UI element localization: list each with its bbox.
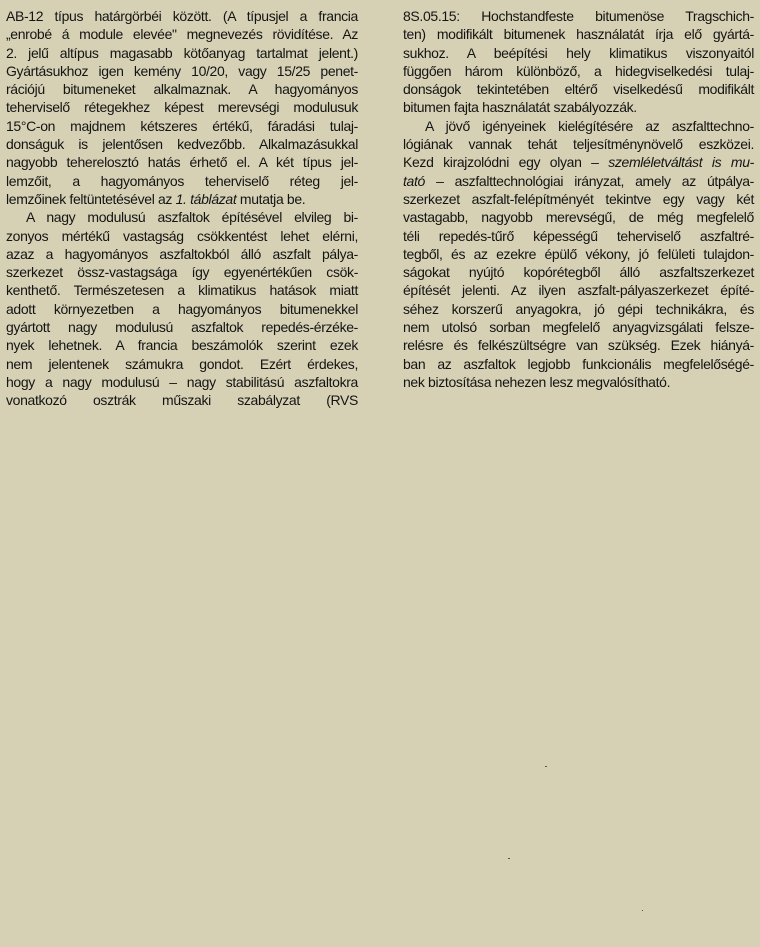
text-line: függően három különböző, a hidegviselkedési tulaj-	[403, 62, 754, 79]
text-line: ságokat nyújtó kopórétegből álló aszfaltszerkezet	[403, 264, 754, 281]
text-line-with-emphasis	[403, 153, 754, 171]
text-line-with-table-ref	[6, 190, 358, 208]
text-line: lemzőit, a hagyományos teherviselő réteg jel-	[6, 172, 358, 189]
text-line: zonyos mértékű vastagság csökkentést lehet elérni,	[6, 227, 358, 244]
text-line: 8S.05.15: Hochstandfeste bitumenöse Tragschich-	[403, 8, 754, 24]
text-line: szerkezet össz-vastagsága így egyenértékűen csök-	[6, 264, 358, 281]
text-line: nek biztosítása nehezen lesz megvalósítható.	[403, 373, 671, 390]
text-line: nyek lehetnek. A francia beszámolók szerint ezek	[6, 337, 358, 354]
text-line: séhez korszerű anyagokra, jó gépi technikákra, és	[403, 300, 754, 317]
text-line: lógiának vannak tehát teljesítménynövelő eszközei.	[403, 136, 754, 153]
text-line: vonatkozó osztrák műszaki szabályzat (RVS	[6, 392, 358, 409]
paragraph-start-line: A nagy modulusú aszfaltok építésével elvileg bi-	[26, 209, 358, 226]
text-line: ten) modifikált bitumenek használatát írja elő gyártá-	[403, 26, 754, 43]
text-line: donságuk is jelentősen kedvezőbb. Alkalmazásukkal	[6, 136, 358, 153]
text-fragment: Kezd kirajzolódni egy olyan –	[403, 154, 609, 171]
text-line: építését jelenti. Az ilyen aszfalt-pályaszerkezet építé-	[403, 282, 754, 299]
text-line: Gyártásukhoz igen kemény 10/20, vagy 15/25 penet-	[6, 62, 358, 79]
left-text-column	[6, 7, 358, 410]
text-line: vastagabb, nagyobb merevségű, de még megfelelő	[403, 209, 754, 226]
text-fragment: – aszfalttechnológiai irányzat, amely az útpálya-	[436, 172, 754, 189]
text-line: szerkezet aszfalt-felépítményét tekintve egy vagy két	[403, 190, 754, 207]
text-line: teherviselő rétegekhez képest merevségi modulusuk	[6, 99, 358, 116]
text-line: nagyobb teherelosztó hatás érhető el. A két típus jel-	[6, 154, 358, 171]
text-line: gyártott nagy modulusú aszfaltok repedés-érzéke-	[6, 319, 358, 336]
text-line: nem jelentenek számukra gondot. Ezért érdekes,	[6, 355, 358, 372]
text-line: téli repedés-tűrő képességű teherviselő aszfaltré-	[403, 227, 754, 244]
text-line: sukhoz. A beépítési hely klimatikus viszonyaitól	[403, 44, 754, 61]
text-line: bitumen fajta használatát szabályozzák.	[403, 99, 637, 116]
text-line: 15°C-on majdnem kétszeres értékű, fáradási tulaj-	[6, 117, 358, 134]
text-line: adott környezetben a hagyományos bitumenekkel	[6, 300, 358, 317]
text-line: 2. jelű altípus magasabb kötőanyag tartalmat jelent.)	[6, 44, 358, 61]
table-reference: 1. táblázat	[175, 190, 237, 207]
text-line: azaz a hagyományos aszfaltokból álló aszfalt pálya-	[6, 245, 358, 262]
scan-speck	[642, 910, 643, 911]
text-fragment: lemzőinek feltüntetésével az	[6, 190, 173, 207]
text-line: nem utolsó sorban megfelelő anyagvizsgálati felsze-	[403, 319, 754, 336]
text-line: donságok tekintetében eltérő viselkedésű modifikált	[403, 81, 754, 98]
right-text-column	[403, 7, 754, 391]
scan-speck	[508, 858, 510, 859]
text-line-with-emphasis	[403, 172, 754, 190]
scan-speck	[545, 766, 547, 767]
text-line: relésre és felkészültségre van szükség. Ezek hiányá-	[403, 337, 754, 354]
text-line: kenthető. Természetesen a klimatikus hatások miatt	[6, 282, 358, 299]
text-fragment: mutatja be.	[236, 190, 306, 207]
text-line: hogy a nagy modulusú – nagy stabilitású aszfaltokra	[6, 373, 358, 390]
emphasis-text: tató	[403, 172, 425, 189]
paragraph-start-line: A jövő igényeinek kielégítésére az aszfalttechno-	[425, 117, 754, 134]
text-line: ban az aszfaltok legjobb funkcionális megfelelőségé-	[403, 355, 754, 372]
text-line: „enrobé á module elevée" megnevezés rövidítése. Az	[6, 26, 358, 43]
text-line: AB-12 típus határgörbéi között. (A típusjel a francia	[6, 8, 358, 24]
emphasis-text: szemléletváltást is mu-	[608, 154, 754, 171]
text-line: tegből, és az ezekre épülő vékony, jó felületi tulajdon-	[403, 245, 754, 262]
text-line: rációjú bitumeneket alkalmaznak. A hagyományos	[6, 81, 358, 98]
